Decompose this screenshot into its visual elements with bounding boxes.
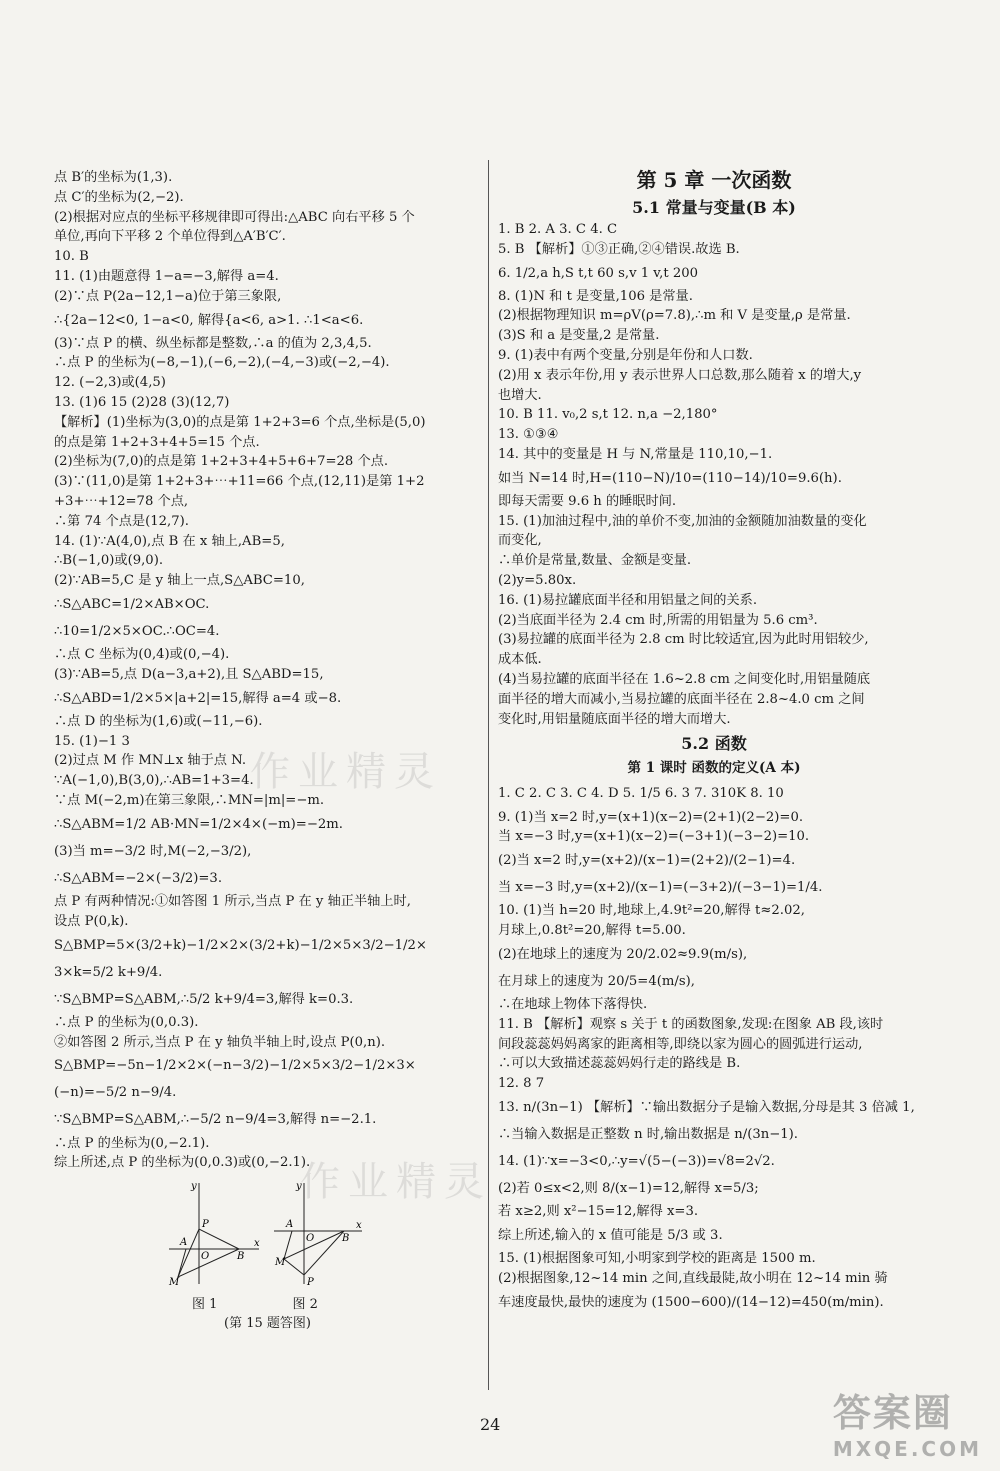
- text-line: S△BMP=−5n−1/2×2×(−n−3/2)−1/2×5×3/2−1/2×3×: [54, 1058, 416, 1074]
- text-line: ∴S△ABM=−2×(−3/2)=3.: [54, 870, 223, 886]
- m-label-2: M: [275, 1257, 286, 1269]
- text-line: ∴可以大致描述蕊蕊妈妈行走的路线是 B.: [498, 1056, 741, 1072]
- o-label-2: O: [306, 1233, 315, 1245]
- text-line: 9. (1)表中有两个变量,分别是年份和人口数.: [498, 348, 753, 364]
- text-line: 也增大.: [498, 387, 542, 403]
- text-line: ∴点 P 的坐标为(0,0.3).: [54, 1014, 199, 1030]
- text-line: 11. B 【解析】观察 s 关于 t 的函数图象,发现:在图象 AB 段,该时: [498, 1016, 884, 1032]
- text-line: 当 x=−3 时,y=(x+2)/(x−1)=(−3+2)/(−3−1)=1/4.: [498, 880, 823, 896]
- text-line: ∴S△ABD=1/2×5×|a+2|=15,解得 a=4 或−8.: [54, 690, 342, 706]
- text-line: 15. (1)根据图象可知,小明家到学校的距离是 1500 m.: [498, 1251, 816, 1267]
- text-line: (3)当 m=−3/2 时,M(−2,−3/2),: [54, 843, 252, 859]
- text-line: 间段蕊蕊妈妈离家的距离相等,即绕以家为圆心的圆弧进行运动,: [498, 1036, 863, 1052]
- watermark-text-1: 作业精灵: [250, 749, 442, 795]
- text-line: ∴当输入数据是正整数 n 时,输出数据是 n/(3n−1).: [498, 1127, 799, 1142]
- text-line: 9. (1)当 x=2 时,y=(x+1)(x−2)=(2+1)(2−2)=0.: [498, 809, 804, 825]
- x-label-1: x: [254, 1238, 260, 1250]
- text-line: (2)在地球上的速度为 20/2.02≈9.9(m/s),: [498, 946, 748, 962]
- text-line: 10. B 11. v₀,2 s,t 12. n,a −2,180°: [498, 407, 718, 423]
- text-line: ∴S△ABC=1/2×AB×OC.: [54, 597, 210, 612]
- text-line: (3)S 和 a 是变量,2 是常量.: [498, 328, 660, 344]
- text-line: ∴点 P 的坐标为(0,−2.1).: [54, 1135, 210, 1151]
- text-line: (2)根据对应点的坐标平移规律即可得出:△ABC 向右平移 5 个: [54, 209, 415, 225]
- text-line: 3×k=5/2 k+9/4.: [54, 964, 163, 980]
- left-text-block: [54, 168, 484, 1173]
- text-line: ∴B(−1,0)或(9,0).: [54, 553, 164, 569]
- text-line: ∴点 D 的坐标为(1,6)或(−11,−6).: [54, 713, 263, 729]
- text-line: (3)易拉罐的底面半径为 2.8 cm 时比较适宜,因为此时用铝较少,: [498, 632, 869, 648]
- text-line: 【解析】(1)坐标为(3,0)的点是第 1+2+3=6 个点,坐标是(5,0): [54, 414, 426, 430]
- text-line: 的点是第 1+2+3+4+5=15 个点.: [54, 434, 260, 450]
- figure-main-caption: (第 15 题答图): [224, 1316, 311, 1332]
- text-line: ∴{2a−12<0, 1−a<0, 解得{a<6, a>1. ∴1<a<6.: [54, 312, 364, 328]
- text-line: (2)过点 M 作 MN⊥x 轴于点 N.: [54, 753, 247, 769]
- text-line: 月球上,0.8t²=20,解得 t=5.00.: [498, 923, 686, 939]
- text-line: (2)若 0≤x<2,则 8/(x−1)=12,解得 x=5/3;: [498, 1181, 759, 1197]
- text-line: 12. 8 7: [498, 1076, 545, 1092]
- lesson-title: 第 1 课时 函数的定义(A 本): [627, 760, 801, 777]
- text-line: 15. (1)加油过程中,油的单价不变,加油的金额随加油数量的变化: [498, 513, 867, 529]
- text-line: 14. (1)∵A(4,0),点 B 在 x 轴上,AB=5,: [54, 533, 285, 549]
- text-line: (2)∵AB=5,C 是 y 轴上一点,S△ABC=10,: [54, 573, 305, 589]
- text-line: 6. 1/2,a h,S t,t 60 s,v 1 v,t 200: [498, 265, 699, 281]
- text-line: 15. (1)−1 3: [54, 733, 130, 749]
- figure-2-caption: 图 2: [292, 1297, 318, 1313]
- text-line: (2)当 x=2 时,y=(x+2)/(x−1)=(2+2)/(2−1)=4.: [498, 853, 796, 869]
- a-label-2: A: [286, 1219, 294, 1231]
- text-line: 1. B 2. A 3. C 4. C: [498, 222, 618, 237]
- o-label-1: O: [201, 1251, 210, 1263]
- figure-1-caption: 图 1: [192, 1297, 218, 1313]
- text-line: (2)坐标为(7,0)的点是第 1+2+3+4+5+6+7=28 个点.: [54, 454, 389, 470]
- text-line: ∴在地球上物体下落得快.: [498, 996, 648, 1012]
- text-line: S△BMP=5×(3/2+k)−1/2×2×(3/2+k)−1/2×5×3/2−1/2×: [54, 937, 427, 953]
- text-line: 8. (1)N 和 t 是变量,106 是常量.: [498, 288, 693, 304]
- text-line: 点 P 有两种情况:①如答图 1 所示,当点 P 在 y 轴正半轴上时,: [54, 893, 411, 909]
- text-line: 5. B 【解析】①③正确,②④错误.故选 B.: [498, 241, 740, 257]
- text-line: ∴第 74 个点是(12,7).: [54, 513, 189, 529]
- text-line: 而变化,: [498, 533, 542, 549]
- text-line: ∵A(−1,0),B(3,0),∴AB=1+3=4.: [54, 773, 254, 789]
- text-line: (3)∵点 P 的横、纵坐标都是整数,∴a 的值为 2,3,4,5.: [54, 335, 372, 351]
- text-line: (2)根据物理知识 m=ρV(ρ=7.8),∴m 和 V 是变量,ρ 是常量.: [498, 308, 851, 324]
- text-line: ∴S△ABM=1/2 AB·MN=1/2×4×(−m)=−2m.: [54, 816, 343, 832]
- text-line: ∵S△BMP=S△ABM,∴5/2 k+9/4=3,解得 k=0.3.: [54, 991, 354, 1007]
- text-line: 即每天需要 9.6 h 的睡眠时间.: [498, 493, 677, 509]
- text-line: 变化时,用铝量随底面半径的增大而增大.: [498, 711, 731, 727]
- text-line: (3)∵AB=5,点 D(a−3,a+2),且 S△ABD=15,: [54, 666, 324, 682]
- section-2-title: 5.2 函数: [681, 734, 747, 754]
- text-line: 10. (1)当 h=20 时,地球上,4.9t²=20,解得 t≈2.02,: [498, 903, 805, 919]
- right-column: [498, 168, 930, 1316]
- text-line: 1. C 2. C 3. C 4. D 5. 1/5 6. 3 7. 310K 8. 10: [498, 786, 784, 802]
- text-line: 如当 N=14 时,H=(110−N)/10=(110−14)/10=9.6(h).: [498, 470, 842, 486]
- section-1-text-block: [498, 220, 930, 729]
- p-label-2: P: [307, 1277, 314, 1289]
- text-line: 13. n/(3n−1) 【解析】∵输出数据分子是输入数据,分母是其 3 倍减 1,: [498, 1099, 915, 1115]
- text-line: 设点 P(0,k).: [54, 913, 129, 929]
- text-line: (2)当底面半径为 2.4 cm 时,所需的用铝量为 5.6 cm³.: [498, 612, 818, 628]
- text-line: (−n)=−5/2 n−9/4.: [54, 1085, 177, 1101]
- text-line: ∵S△BMP=S△ABM,∴−5/2 n−9/4=3,解得 n=−2.1.: [54, 1112, 377, 1128]
- text-line: (2)∵点 P(2a−12,1−a)位于第三象限,: [54, 288, 282, 304]
- text-line: 综上所述,输入的 x 值可能是 5/3 或 3.: [498, 1227, 723, 1243]
- y-label-1: y: [191, 1181, 197, 1193]
- text-line: 面半径的增大而减小,当易拉罐的底面半径在 2.8~4.0 cm 之间: [498, 691, 865, 707]
- a-label-1: A: [180, 1237, 188, 1249]
- b-label-2: B: [342, 1233, 350, 1245]
- text-line: 成本低.: [498, 652, 542, 668]
- watermark-text-2: 作业精灵: [300, 1159, 492, 1205]
- text-line: ∴点 C 坐标为(0,4)或(0,−4).: [54, 647, 230, 663]
- p-label-1: P: [202, 1219, 209, 1231]
- text-line: ∴10=1/2×5×OC.∴OC=4.: [54, 624, 220, 640]
- text-line: 14. 其中的变量是 H 与 N,常量是 110,10,−1.: [498, 447, 773, 463]
- text-line: ②如答图 2 所示,当点 P 在 y 轴负半轴上时,设点 P(0,n).: [54, 1034, 386, 1050]
- text-line: (2)根据图象,12~14 min 之间,直线最陡,故小明在 12~14 min 骑: [498, 1270, 888, 1286]
- y-label-2: y: [296, 1181, 302, 1193]
- text-line: (2)y=5.80x.: [498, 573, 577, 589]
- text-line: 综上所述,点 P 的坐标为(0,0.3)或(0,−2.1).: [54, 1155, 311, 1171]
- watermark-logo: [833, 1382, 982, 1461]
- text-line: 13. (1)6 15 (2)28 (3)(12,7): [54, 395, 230, 411]
- text-line: 点 B′的坐标为(1,3).: [54, 170, 173, 185]
- text-line: +3+⋯+12=78 个点,: [54, 494, 189, 510]
- text-line: (2)用 x 表示年份,用 y 表示世界人口总数,那么随着 x 的增大,y: [498, 367, 862, 383]
- text-line: ∴单价是常量,数量、金额是变量.: [498, 553, 692, 569]
- text-line: 16. (1)易拉罐底面半径和用铝量之间的关系.: [498, 592, 758, 608]
- text-line: 13. ①③④: [498, 427, 559, 443]
- page-number: 24: [480, 1415, 501, 1434]
- text-line: 10. B: [54, 249, 89, 265]
- section-1-title: 5.1 常量与变量(B 本): [632, 198, 796, 217]
- text-line: (3)∵(11,0)是第 1+2+3+⋯+11=66 个点,(12,11)是第 1+2: [54, 474, 425, 490]
- watermark-logo-text: 答案圈: [832, 1391, 953, 1435]
- text-line: 当 x=−3 时,y=(x+1)(x−2)=(−3+1)(−3−2)=10.: [498, 829, 810, 845]
- section-2-text-block: [498, 780, 930, 1315]
- text-line: 点 C′的坐标为(2,−2).: [54, 189, 184, 205]
- text-line: 在月球上的速度为 20/5=4(m/s),: [498, 973, 695, 989]
- text-line: ∵点 M(−2,m)在第三象限,∴MN=|m|=−m.: [54, 792, 325, 808]
- b-label-1: B: [237, 1251, 245, 1263]
- x-label-2: x: [356, 1220, 362, 1232]
- watermark-site: MXQE.COM: [832, 1437, 982, 1461]
- m-label-1: M: [169, 1277, 180, 1289]
- chapter-title: 第 5 章 一次函数: [636, 168, 792, 192]
- text-line: 单位,再向下平移 2 个单位得到△A′B′C′.: [54, 229, 286, 245]
- text-line: 12. (−2,3)或(4,5): [54, 375, 166, 391]
- text-line: 14. (1)∵x=−3<0,∴y=√(5−(−3))=√8=2√2.: [498, 1154, 775, 1170]
- text-line: (4)当易拉罐的底面半径在 1.6~2.8 cm 之间变化时,用铝量随底: [498, 672, 871, 688]
- text-line: 若 x≥2,则 x²−15=12,解得 x=3.: [498, 1204, 699, 1220]
- text-line: 11. (1)由题意得 1−a=−3,解得 a=4.: [54, 268, 279, 284]
- text-line: 车速度最快,最快的速度为 (1500−600)/(14−12)=450(m/min).: [498, 1294, 884, 1310]
- text-line: ∴点 P 的坐标为(−8,−1),(−6,−2),(−4,−3)或(−2,−4).: [54, 355, 390, 371]
